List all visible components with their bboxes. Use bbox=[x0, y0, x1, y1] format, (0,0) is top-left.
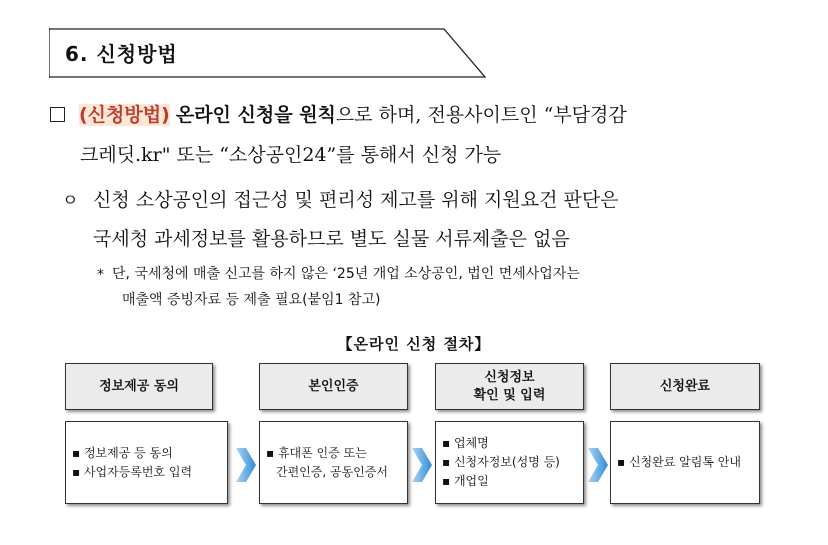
list-item: ▪ 정보제공 등 동의 bbox=[72, 444, 227, 463]
sub-paragraph-line-2: 국세청 과세정보를 활용하므로 별도 실물 서류제출은 없음 bbox=[93, 228, 570, 250]
note-line-2: 매출액 증빙자료 등 제출 필요(붙임1 참고) bbox=[122, 292, 381, 308]
main-rest-text: 으로 하며, 전용사이트인 “부담경감 bbox=[335, 104, 627, 126]
list-item: ▪ 휴대폰 인증 또는 bbox=[266, 444, 407, 463]
step-2-title: 본인인증 bbox=[308, 378, 359, 394]
note-line-1: 단, 국세청에 매출 신고를 하지 않은 ‘25년 개업 소상공인, 법인 면세사업자는 bbox=[112, 266, 580, 282]
list-item: ▪ 신청완료 알림톡 안내 bbox=[617, 453, 759, 472]
step-3-header bbox=[435, 363, 584, 410]
step-1-header bbox=[65, 363, 213, 410]
step-2-body bbox=[259, 421, 408, 504]
step-3-body bbox=[435, 421, 584, 504]
list-item: ▪ 업체명 bbox=[442, 434, 583, 453]
arrow-right-icon bbox=[412, 448, 432, 482]
step-2-header bbox=[259, 363, 408, 410]
section-title: 6. 신청방법 bbox=[65, 42, 178, 66]
list-item: ▪ 개업일 bbox=[442, 472, 583, 491]
main-tag: (신청방법) bbox=[79, 104, 170, 126]
note-marker: * bbox=[97, 267, 104, 283]
list-item: ▪ 신청자정보(성명 등) bbox=[442, 453, 583, 472]
main-paragraph-line-2: 크레딧.kr" 또는 “소상공인24”를 통해서 신청 가능 bbox=[80, 144, 502, 166]
section-header bbox=[49, 28, 486, 78]
list-item-continuation: 간편인증, 공동인증서 bbox=[276, 464, 388, 479]
step-1-title: 정보제공 동의 bbox=[99, 378, 179, 394]
checkbox-square-icon bbox=[50, 107, 65, 122]
step-4-body bbox=[610, 421, 760, 504]
sub-paragraph-line-1: 신청 소상공인의 접근성 및 편리성 제고를 위해 지원요건 판단은 bbox=[93, 189, 619, 211]
list-item: ▪ 사업자등록번호 입력 bbox=[72, 463, 227, 482]
main-paragraph-line-1 bbox=[79, 100, 627, 127]
step-1-body bbox=[65, 421, 228, 504]
step-3-title-line-2: 확인 및 입력 bbox=[473, 387, 546, 403]
main-bold-text: 온라인 신청을 원칙 bbox=[175, 104, 336, 126]
arrow-right-icon bbox=[588, 448, 608, 482]
sub-bullet-marker: ㅇ bbox=[62, 191, 79, 211]
step-4-header bbox=[610, 363, 760, 410]
process-title: 【온라인 신청 절차】 bbox=[337, 335, 491, 353]
arrow-right-icon bbox=[236, 448, 256, 482]
step-3-title-line-1: 신청정보 bbox=[484, 369, 535, 385]
step-4-title: 신청완료 bbox=[659, 378, 711, 394]
